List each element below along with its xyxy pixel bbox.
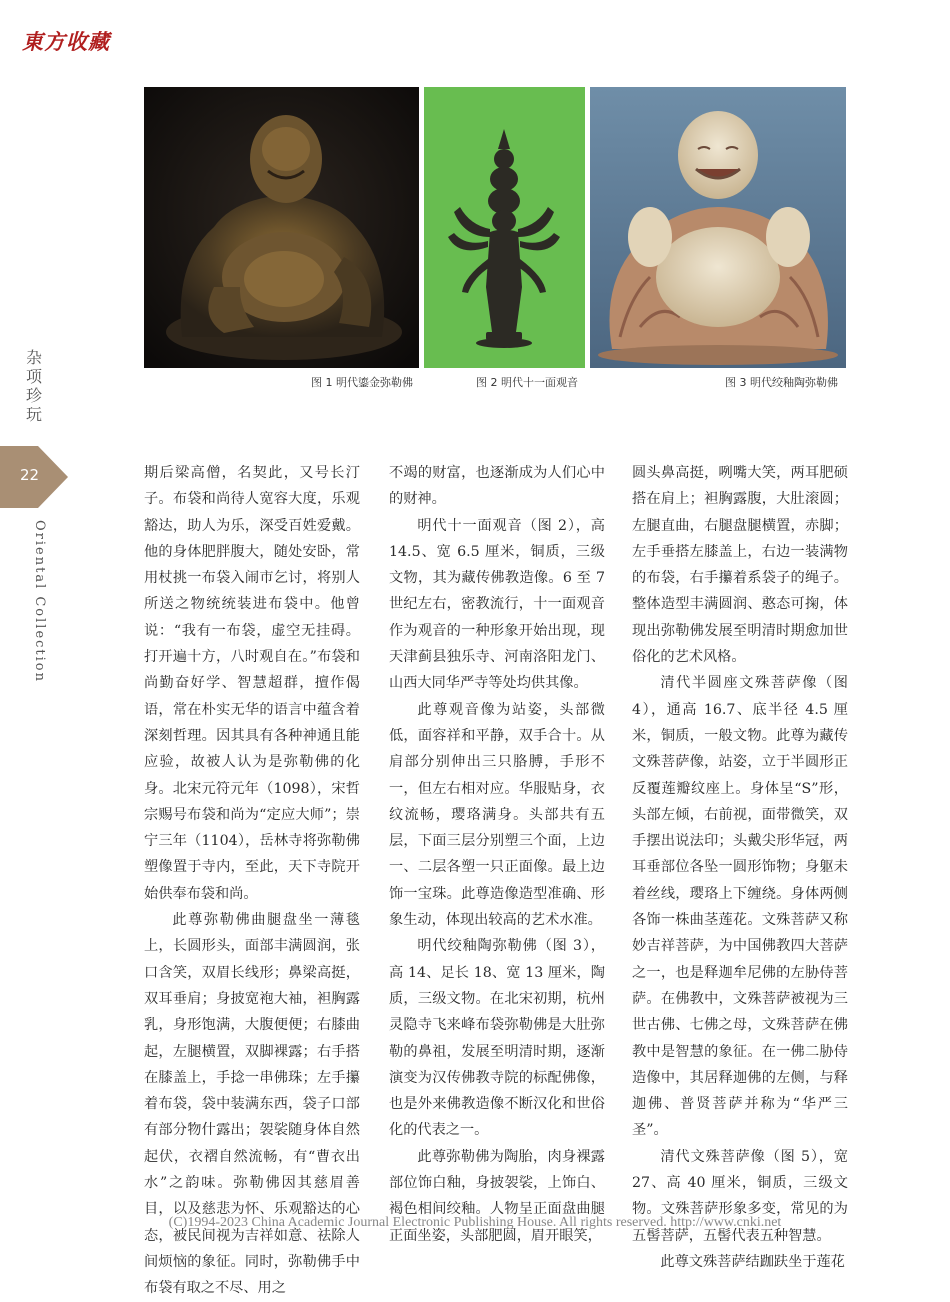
text-column-3 (632, 460, 848, 1275)
copyright-footer: (C)1994-2023 China Academic Journal Electronic Publishing House. All rights reserved. http://www.cnki.net (168, 1215, 782, 1230)
page-number: 22 (20, 466, 40, 484)
paragraph: 此尊文殊菩萨结跏趺坐于莲花 (660, 1253, 845, 1270)
paragraph: 此尊弥勒佛曲腿盘坐一薄毯上，长圆形头，面部丰满圆润，张口含笑，双眉长线形；鼻梁高挺，双耳垂肩；身披宽袍大袖，袒胸露乳，身形饱满，大腹便便；右膝曲起，左腿横置，双脚裸露；右手搭在膝盖上，手捻一串佛珠；左手攥着布袋，袋中装满东西，袋子口部有部分物什露出；袈裟随身体自然起伏，衣褶自然流畅，有“曹衣出水”之韵味。弥勒佛因其慈眉善目，以及慈悲为怀、乐观豁达的心态，被民间视为吉祥如意、祛除人间烦恼的象征。同时，弥勒佛手中布袋有取之不尽、用之 (144, 912, 360, 1297)
section-label: 杂项珍玩 (25, 348, 42, 424)
figure-3-caption: 图 3 明代绞釉陶弥勒佛 (725, 376, 838, 389)
paragraph: 清代半圆座文殊菩萨像（图 4），通高 16.7、底半径 4.5 厘米，铜质，一般文物。此尊为藏传文殊菩萨像，站姿，立于半圆形正反覆莲瓣纹座上。身体呈“S”形，头部左倾，右前视，面带微笑，双手摆出说法印；头戴尖形华冠，两耳垂部位各坠一圆形饰物；身躯未着丝线，璎珞上下缠绕。身体两侧各饰一株曲茎莲花。文殊菩萨又称妙吉祥菩萨，为中国佛教四大菩萨之一，也是释迦牟尼佛的左胁侍菩萨。在佛教中，文殊菩萨被视为三世古佛、七佛之母，文殊菩萨在佛教中是智慧的象征。在一佛二胁侍造像中，其居释迦佛的左侧，与释迦佛、普贤菩萨并称为“华严三圣”。 (632, 675, 848, 1139)
paragraph: 明代十一面观音（图 2），高 14.5、宽 6.5 厘米，铜质，三级文物，其为藏传佛教造像。6 至 7 世纪左右，密教流行，十一面观音作为观音的一种形象开始出现，现天津蓟县独乐寺、河南洛阳龙门、山西大同华严寺等处均供其像。 (389, 517, 605, 692)
paragraph: 圆头鼻高挺，咧嘴大笑，两耳肥硕搭在肩上；袒胸露腹，大肚滚圆；左腿直曲，右腿盘腿横置，赤脚；左手垂搭左膝盖上，右边一装满物的布袋，右手攥着系袋子的绳子。整体造型丰满圆润、憨态可掬，体现出弥勒佛发展至明清时期愈加世俗化的艺术风格。 (632, 465, 848, 666)
paragraph: 期后梁高僧，名契此，又号长汀子。布袋和尚待人宽容大度，乐观豁达，助人为乐，深受百姓爱戴。他的身体肥胖腹大，随处安卧，常用杖挑一布袋入闹市乞讨，将别人所送之物统统装进布袋中。他曾说：“我有一布袋，虚空无挂碍。打开遍十方，八时观自在。”布袋和尚勤奋好学、智慧超群，擅作偈语，常在朴实无华的语言中蕴含着深刻哲理。因其具有各种神通且能应验，故被人认为是弥勒佛的化身。北宋元符元年（1098），宋哲宗赐号布袋和尚为“定应大师”；崇宁三年（1104），岳林寺将弥勒佛塑像置于寺内，至此，天下寺院开始供奉布袋和尚。 (144, 465, 360, 902)
eleven-faced-guanyin-photo (424, 87, 585, 368)
figure-3-photo (590, 87, 846, 368)
figure-1-photo (144, 87, 419, 368)
paragraph: 明代绞釉陶弥勒佛（图 3），高 14、足长 18、宽 13 厘米，陶质，三级文物。在北宋初期，杭州灵隐寺飞来峰布袋弥勒佛是大肚弥勒的鼻祖，发展至明清时期，逐渐演变为汉传佛教寺院的标配佛像，也是外来佛教造像不断汉化和世俗化的代表之一。 (389, 938, 605, 1139)
text-column-1 (144, 460, 360, 1302)
magazine-logo: 東方收藏 (22, 29, 110, 54)
paragraph: 此尊观音像为站姿，头部微低，面容祥和平静，双手合十。从肩部分别伸出三只胳膊，手形不一，但左右相对应。华服贴身，衣纹流畅，璎珞满身。头部共有五层，下面三层分别塑三个面，上边一、二层各塑一只正面像。最上边饰一宝珠。此尊造像造型准确、形象生动，体现出较高的艺术水准。 (389, 701, 605, 929)
figure-2-photo (424, 87, 585, 368)
paragraph: 此尊弥勒佛为陶胎，肉身裸露部位饰白釉，身披袈裟，上饰白、褐色相间绞釉。人物呈正面盘曲腿正面坐姿，头部肥圆，眉开眼笑， (389, 1148, 605, 1244)
bronze-laughing-buddha-photo (144, 87, 419, 368)
marbled-glaze-pottery-buddha-photo (590, 87, 846, 368)
text-column-2 (389, 460, 605, 1249)
magazine-name: Oriental Collection (32, 520, 47, 684)
paragraph: 不竭的财富，也逐渐成为人们心中的财神。 (389, 465, 605, 508)
paragraph: 清代文殊菩萨像（图 5），宽 27、高 40 厘米，铜质，三级文物。文殊菩萨形象多变，常见的为五髻菩萨，五髻代表五种智慧。 (632, 1148, 848, 1244)
figure-2-caption: 图 2 明代十一面观音 (476, 376, 578, 389)
figure-1-caption: 图 1 明代鎏金弥勒佛 (311, 376, 413, 389)
